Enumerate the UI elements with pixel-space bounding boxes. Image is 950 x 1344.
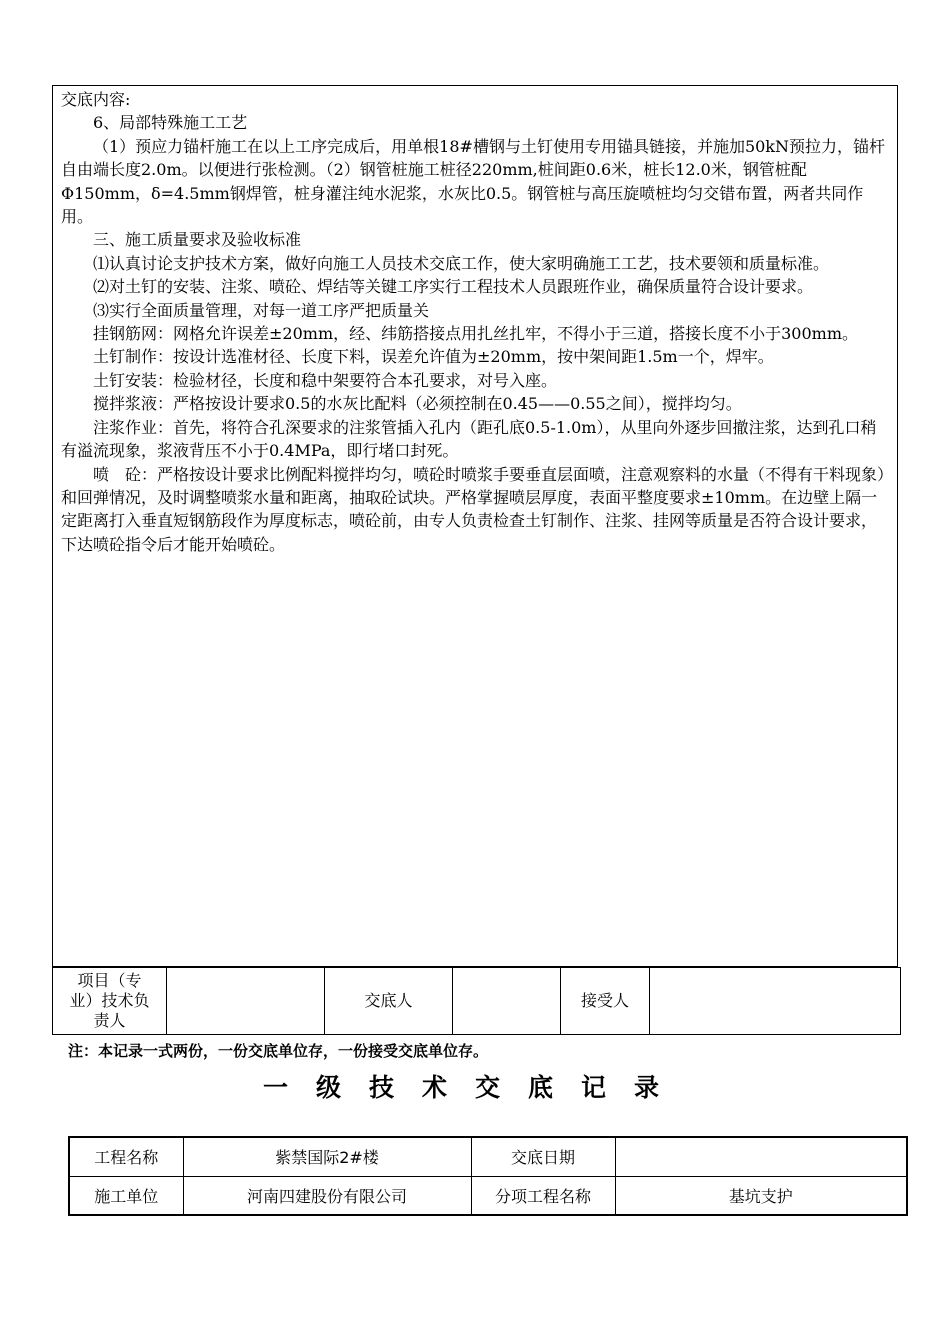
receiver-label: 接受人 [561,968,650,1035]
tech-lead-field[interactable] [167,968,325,1035]
disclosure-content-box [52,85,898,967]
receiver-field[interactable] [650,968,901,1035]
record-note: 注：本记录一式两份，一份交底单位存，一份接受交底单位存。 [68,1042,489,1060]
page-title: 一级技术交底记录 [262,1073,687,1102]
paragraph-quality-2: ⑵对土钉的安装、注浆、喷砼、焊结等关键工序实行工程技术人员跟班作业，确保质量符合设计要求。 [93,277,814,297]
paragraph-steel-mesh: 挂钢筋网：网格允许误差±20mm，经、纬筋搭接点用扎丝扎牢，不得小于三道，搭接长度不小于300mm。 [93,324,858,344]
discloser-field[interactable] [453,968,561,1035]
project-name-value[interactable]: 紫禁国际2#楼 [183,1137,471,1176]
paragraph-anchor-and-pile: （1）预应力锚杆施工在以上工序完成后，用单根18#槽钢与土钉使用专用锚具链接，并施加50kN预拉力，锚杆自由端长度2.0m。以便进行张检测。（2）钢管桩施工桩径220mm,桩间距0.6米，桩长12.0米，钢管桩配Φ150mm，δ=4.5mm钢焊管，桩身灌注纯水泥浆，水灰比0.5。钢管桩与高压旋喷桩均匀交错布置，两者共同作用。 [61,136,886,227]
paragraph-quality-1: ⑴认真讨论支护技术方案，做好向施工人员技术交底工作，使大家明确施工工艺，技术要领和质量标准。 [93,253,830,273]
paragraph-shotcrete: 喷 砼：严格按设计要求比例配料搅拌均匀，喷砼时喷浆手要垂直层面喷，注意观察料的水量（不得有干料现象）和回弹情况，及时调整喷浆水量和距离，抽取砼试块。严格掌握喷层厚度，表面平整度要求±10mm。在边壁上隔一定距离打入垂直短钢筋段作为厚度标志，喷砼前，由专人负责检查土钉制作、注浆、挂网等质量是否符合设计要求，下达喷砼指令后才能开始喷砼。 [61,464,886,554]
paragraph-special-process: 6、局部特殊施工工艺 [93,113,248,133]
paragraph-grouting: 注浆作业：首先，将符合孔深要求的注浆管插入孔内（距孔底0.5-1.0m），从里向外逐步回撤注浆，达到孔口稍有溢流现象，浆液背压不小于0.4MPa，即行堵口封死。 [61,417,877,461]
subitem-value[interactable]: 基坑支护 [615,1176,907,1215]
subitem-label: 分项工程名称 [471,1176,615,1215]
paragraph-quality-heading: 三、施工质量要求及验收标准 [93,230,302,250]
content-heading: 交底内容: [61,90,131,109]
paragraph-nail-installation: 土钉安装：检验材径，长度和稳中架要符合本孔要求，对号入座。 [93,370,558,390]
contractor-label: 施工单位 [69,1176,183,1215]
disclosure-date-value[interactable] [615,1137,907,1176]
signature-table [52,967,901,1035]
tech-lead-label: 项目（专业）技术负责人 [53,968,167,1035]
paragraph-nail-fabrication: 土钉制作：按设计选准材径、长度下料，误差允许值为±20mm，按中架间距1.5m一个，焊牢。 [93,347,774,367]
paragraph-quality-3: ⑶实行全面质量管理，对每一道工序严把质量关 [93,300,430,320]
contractor-value[interactable]: 河南四建股份有限公司 [183,1176,471,1215]
disclosure-date-label: 交底日期 [471,1137,615,1176]
project-info-table [68,1136,908,1216]
disclosure-content-text [61,88,891,556]
discloser-label: 交底人 [325,968,453,1035]
project-name-label: 工程名称 [69,1137,183,1176]
paragraph-grout-mixing: 搅拌浆液：严格按设计要求0.5的水灰比配料（必须控制在0.45——0.55之间），搅拌均匀。 [93,394,742,414]
